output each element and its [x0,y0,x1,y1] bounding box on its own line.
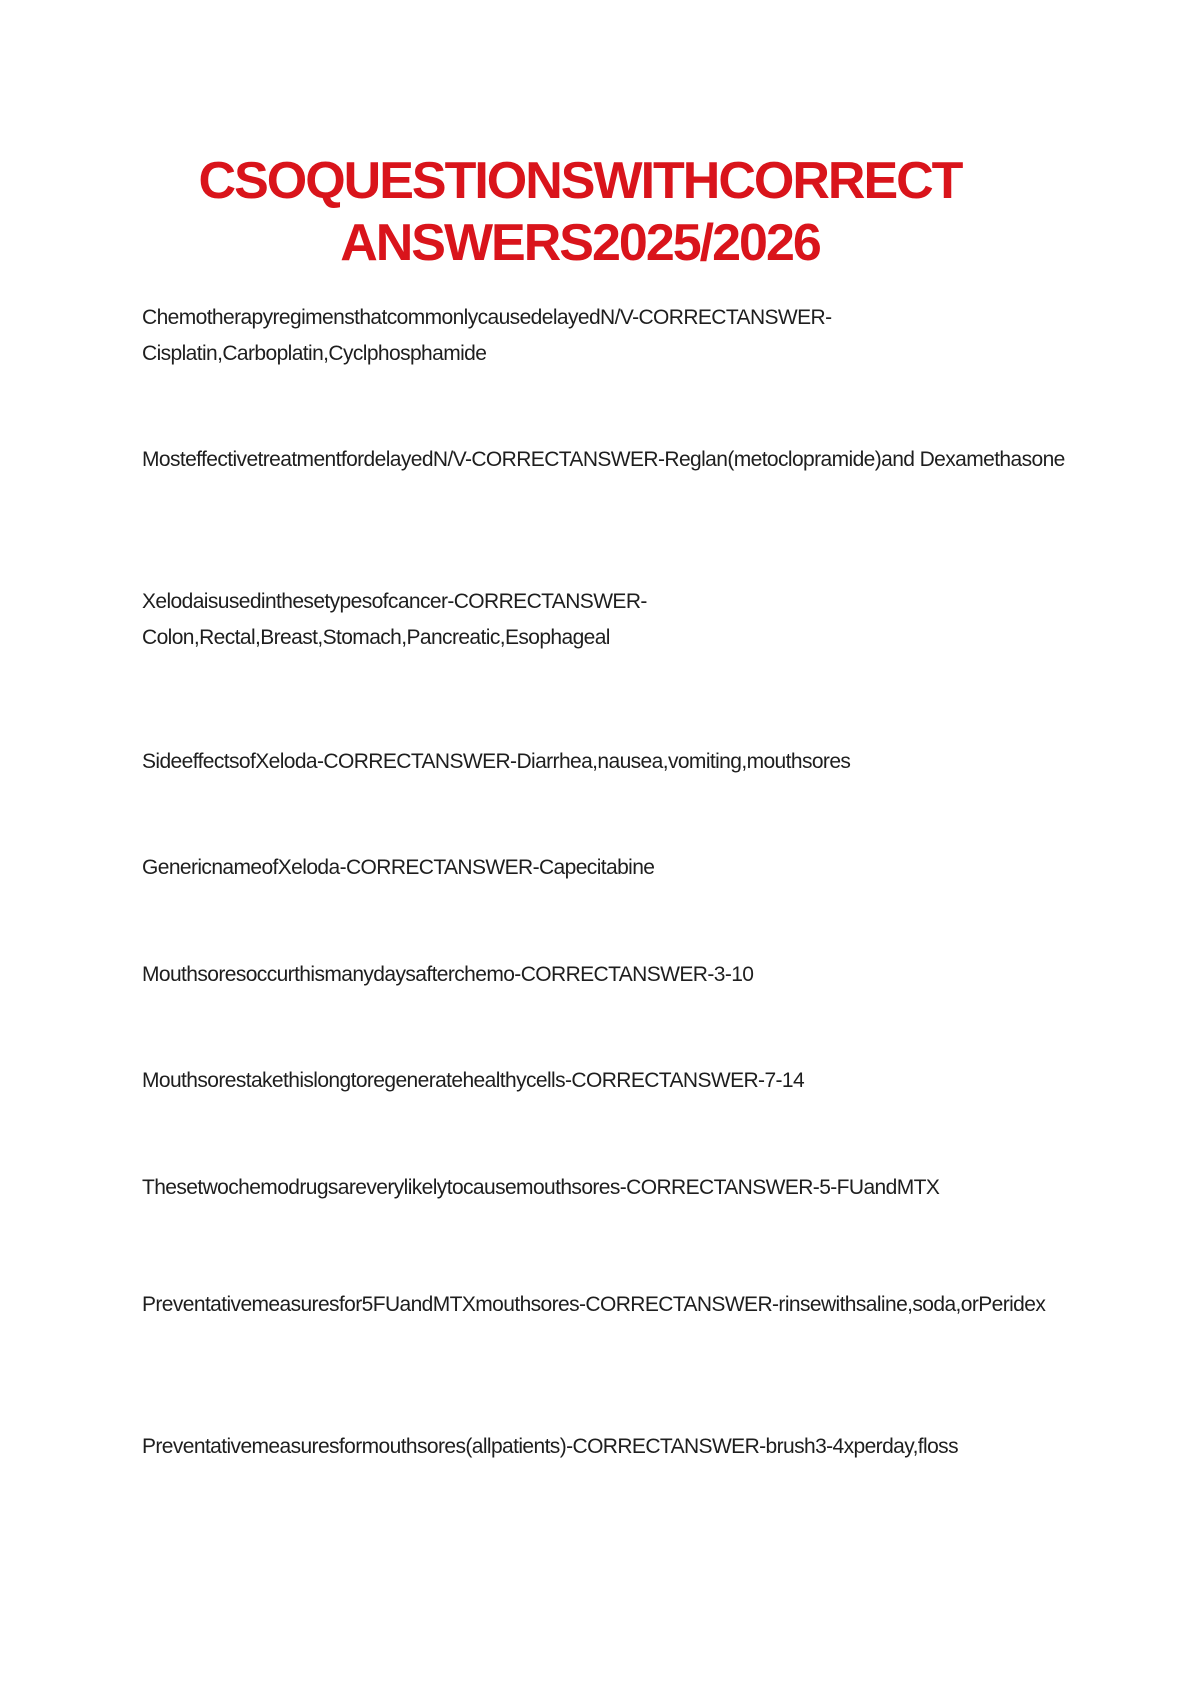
qa-item-3: Xelodaisusedinthesetypesofcancer-CORRECTANSWER-Colon,Rectal,Breast,Stomach,Pancreatic,Esophageal [142,590,647,649]
qa-item-6: Mouthsoresoccurthismanydaysafterchemo-CORRECTANSWER-3-10 [142,963,754,986]
qa-item-8: Thesetwochemodrugsareverylikelytocausemouthsores-CORRECTANSWER-5-FUandMTX [142,1176,940,1199]
qa-item-5: GenericnameofXeloda-CORRECTANSWER-Capecitabine [142,856,655,879]
title-line-1: CSOQUESTIONSWITHCORRECT [198,152,962,210]
qa-item-9: Preventativemeasuresfor5FUandMTXmouthsores-CORRECTANSWER-rinsewithsaline,soda,orPeridex [142,1293,1046,1316]
document-title [170,150,990,274]
qa-item-7: Mouthsorestakethislongtoregeneratehealthycells-CORRECTANSWER-7-14 [142,1069,805,1092]
qa-item-2: MosteffectivetreatmentfordelayedN/V-CORRECTANSWER-Reglan(metoclopramide)and Dexamethasone [142,448,1065,471]
qa-item-1: ChemotherapyregimensthatcommonlycausedelayedN/V-CORRECTANSWER-Cisplatin,Carboplatin,Cyclphosphamide [142,306,832,365]
title-line-2: ANSWERS2025/2026 [340,214,820,272]
qa-item-10: Preventativemeasuresformouthsores(allpatients)-CORRECTANSWER-brush3-4xperday,floss [142,1435,958,1458]
qa-item-4: SideeffectsofXeloda-CORRECTANSWER-Diarrhea,nausea,vomiting,mouthsores [142,750,851,773]
